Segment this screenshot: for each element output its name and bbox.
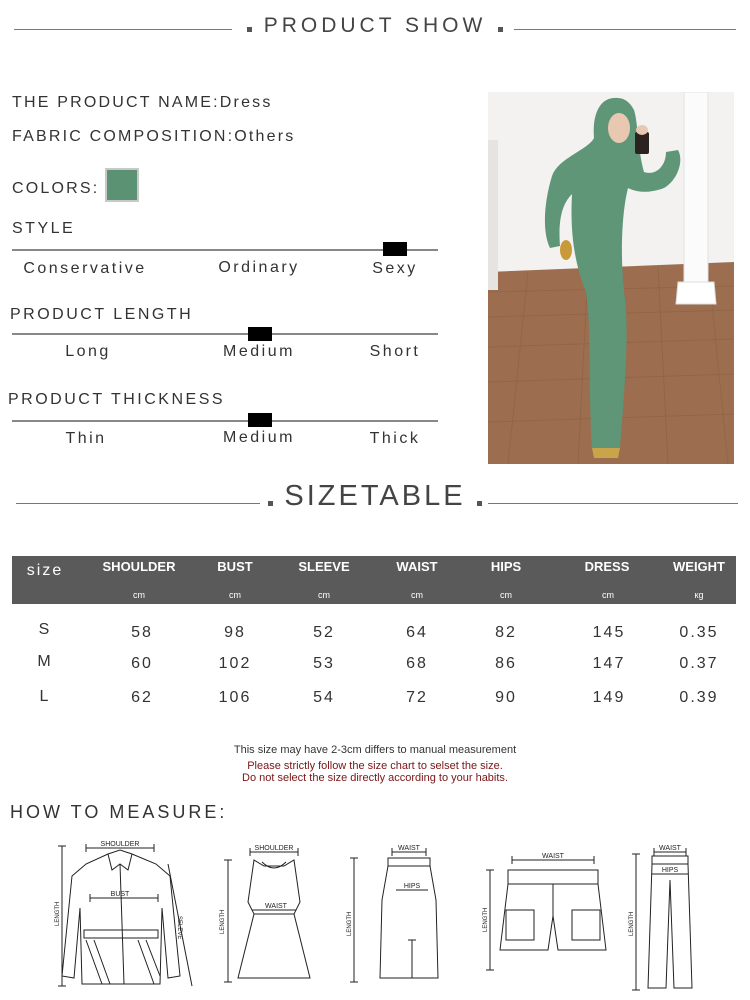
length-option-long: Long [65, 343, 111, 360]
table-cell: 60 [131, 655, 153, 672]
length-option-short: Short [369, 343, 421, 360]
style-marker [383, 242, 407, 256]
table-cell: 149 [592, 689, 626, 706]
divider-left [16, 503, 260, 504]
pants-waist-label: WAIST [659, 845, 681, 852]
unit-shoulder: cm [133, 590, 145, 600]
section-title-sizetable: SIZETABLE [284, 480, 466, 512]
header-dress: DRESS [584, 559, 630, 574]
section-title-product-show: PRODUCT SHOW [263, 14, 487, 37]
dress-length-label: LENGTH [220, 909, 226, 934]
size-table-header [12, 556, 736, 604]
table-cell: 68 [406, 655, 428, 672]
unit-dress: cm [602, 590, 614, 600]
table-cell: 147 [592, 655, 626, 672]
table-cell: 53 [313, 655, 335, 672]
unit-sleeve: cm [318, 590, 330, 600]
table-cell: 102 [218, 655, 252, 672]
shorts-waist-label: WAIST [542, 853, 564, 860]
fabric-composition: FABRIC COMPOSITION:Others [12, 128, 296, 145]
pants-length-label: LENGTH [629, 911, 635, 936]
note-habits: Do not select the size directly according to your habits. [242, 772, 508, 784]
table-cell: 54 [313, 689, 335, 706]
table-cell: 58 [131, 624, 153, 641]
shorts-diagram [474, 846, 614, 976]
table-cell: 0.39 [679, 689, 719, 706]
header-size: size [26, 562, 64, 579]
length-title: PRODUCT LENGTH [10, 306, 194, 323]
note-follow-chart: Please strictly follow the size chart to selset the size. [247, 760, 503, 772]
length-marker [248, 327, 272, 341]
table-cell: 72 [406, 689, 428, 706]
style-option-sexy: Sexy [372, 260, 418, 277]
table-cell: 62 [131, 689, 153, 706]
table-cell: 0.37 [679, 655, 719, 672]
dress-waist-label: WAIST [265, 903, 287, 910]
dress-diagram [214, 838, 314, 988]
table-cell: 90 [495, 689, 517, 706]
table-cell: 106 [218, 689, 252, 706]
unit-bust: cm [229, 590, 241, 600]
table-cell: 145 [592, 624, 626, 641]
product-photo [488, 92, 734, 464]
style-scale-line [12, 249, 438, 251]
jacket-bust-label: BUST [110, 891, 130, 898]
table-cell: 52 [313, 624, 335, 641]
header-shoulder: SHOULDER [102, 559, 176, 574]
product-name: THE PRODUCT NAME:Dress [12, 94, 273, 111]
table-row-size: S [38, 621, 52, 638]
color-swatch[interactable] [105, 168, 139, 202]
skirt-diagram [342, 840, 452, 988]
divider-right [488, 503, 738, 504]
dress-shoulder-label: SHOULDER [254, 845, 294, 852]
jacket-length-label: LENGTH [55, 901, 61, 926]
skirt-hips-label: HIPS [403, 883, 421, 890]
divider-dot [498, 27, 503, 32]
divider-right [514, 29, 736, 30]
table-row-size: L [39, 688, 51, 705]
table-row-size: M [37, 653, 53, 670]
note-measurement: This size may have 2-3cm differs to manual measurement [233, 744, 517, 756]
skirt-length-label: LENGTH [347, 911, 353, 936]
header-sleeve: SLEEVE [298, 559, 350, 574]
header-weight: WEIGHT [673, 559, 725, 574]
unit-waist: cm [411, 590, 423, 600]
table-cell: 64 [406, 624, 428, 641]
table-cell: 98 [224, 624, 246, 641]
jacket-shoulder-label: SHOULDER [100, 841, 140, 848]
thickness-marker [248, 413, 272, 427]
length-scale-line [12, 333, 438, 335]
unit-hips: cm [500, 590, 512, 600]
thickness-title: PRODUCT THICKNESS [8, 391, 226, 408]
length-option-medium: Medium [223, 343, 295, 360]
how-to-measure-title: HOW TO MEASURE: [10, 802, 228, 822]
divider-dot [477, 501, 482, 506]
thickness-option-thick: Thick [369, 430, 421, 447]
pants-diagram [622, 840, 702, 994]
shorts-length-label: LENGTH [483, 907, 489, 932]
table-cell: 86 [495, 655, 517, 672]
header-hips: HIPS [490, 559, 522, 574]
style-option-ordinary: Ordinary [218, 259, 300, 276]
unit-weight: кg [694, 590, 704, 600]
jacket-sleeve-label: SELEVE [176, 916, 182, 940]
header-waist: WAIST [396, 559, 438, 574]
thickness-scale-line [12, 420, 438, 422]
skirt-waist-label: WAIST [398, 845, 420, 852]
style-option-conservative: Conservative [23, 260, 147, 277]
thickness-option-medium: Medium [223, 429, 295, 446]
table-cell: 82 [495, 624, 517, 641]
pants-hips-label: HIPS [661, 867, 679, 874]
table-cell: 0.35 [679, 624, 719, 641]
jacket-diagram [50, 836, 198, 992]
style-title: STYLE [12, 220, 76, 237]
colors-label: COLORS: [12, 180, 100, 197]
divider-left [14, 29, 232, 30]
header-bust: BUST [217, 559, 253, 574]
thickness-option-thin: Thin [65, 430, 107, 447]
